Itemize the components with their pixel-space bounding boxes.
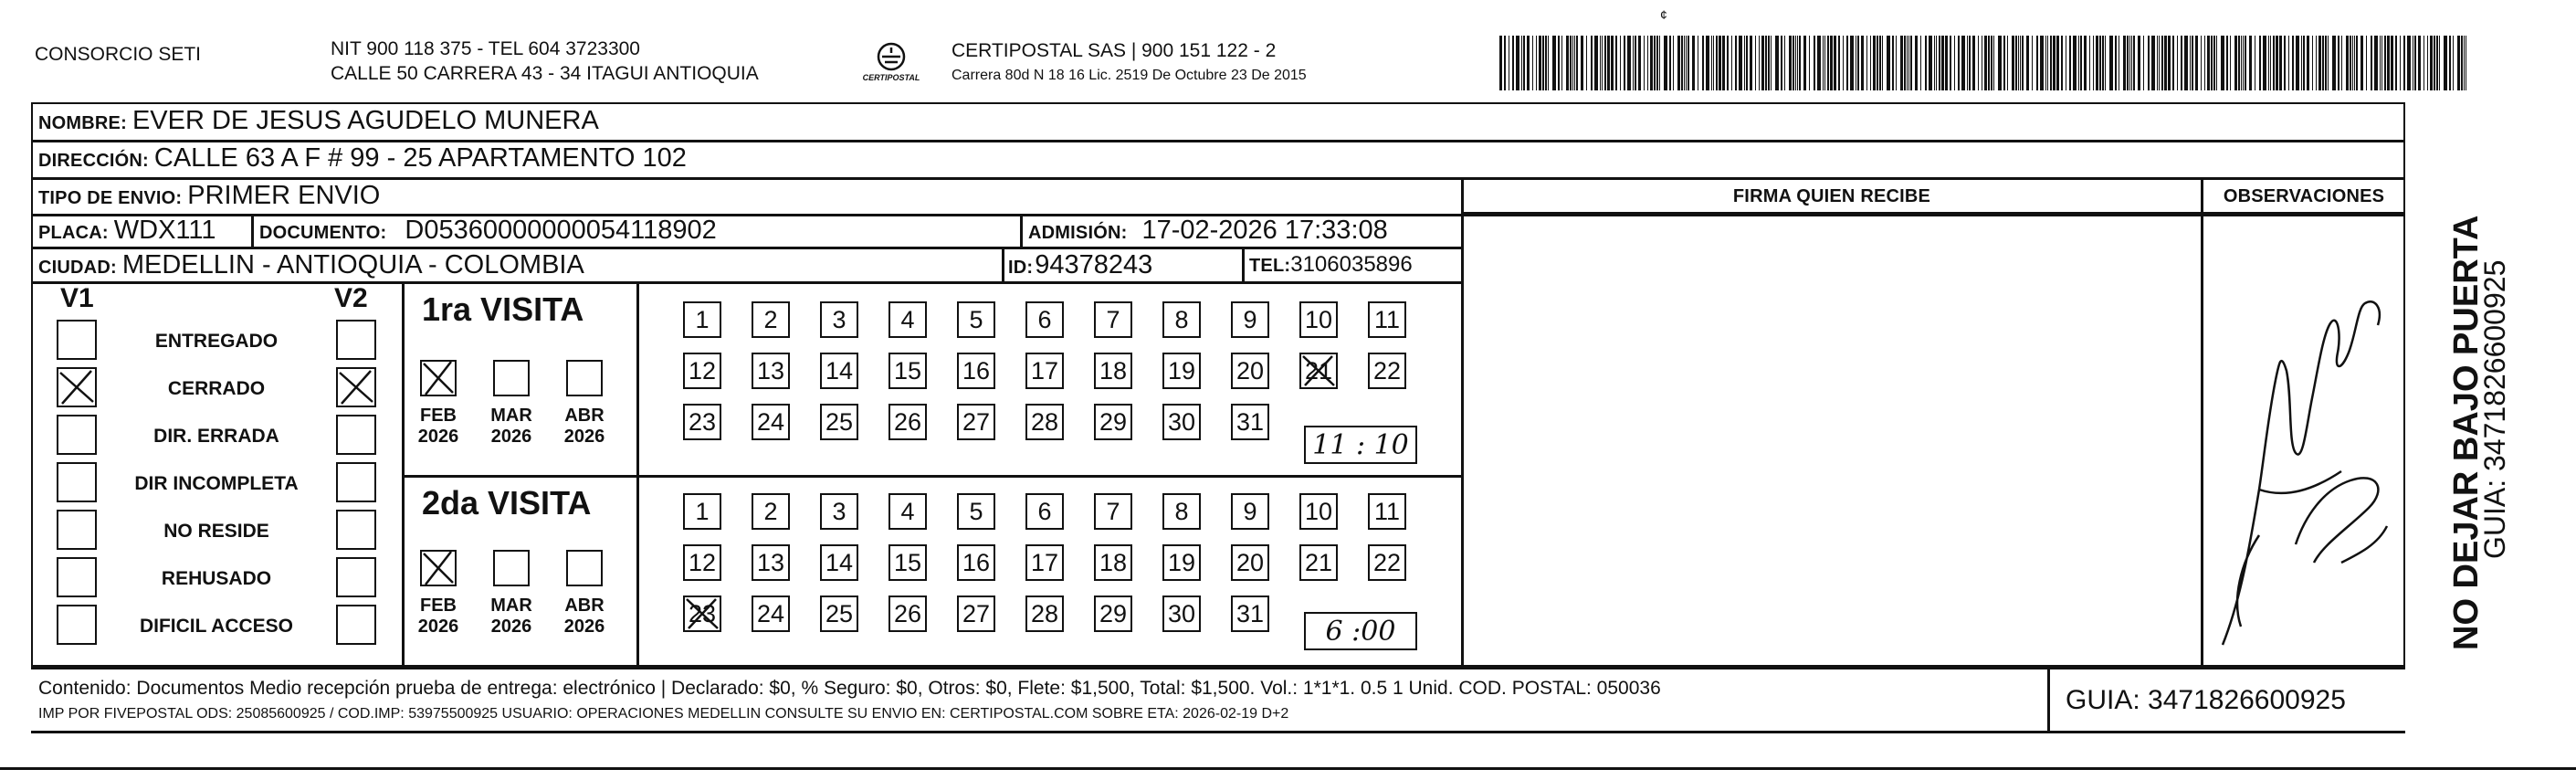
- v1-checkbox[interactable]: [57, 320, 97, 360]
- day-number: 8: [1174, 497, 1189, 525]
- day-number: 25: [825, 407, 854, 436]
- send-type-value: PRIMER ENVIO: [187, 181, 381, 210]
- day-checkbox[interactable]: [752, 544, 790, 581]
- day-checkbox[interactable]: [1299, 353, 1338, 389]
- day-checkbox[interactable]: [957, 596, 995, 632]
- month-label: FEB 2026: [417, 596, 459, 637]
- day-number: 18: [1099, 356, 1128, 385]
- reason-label: CERRADO: [167, 378, 266, 399]
- v2-checkbox[interactable]: [336, 605, 376, 645]
- day-checkbox[interactable]: [1299, 301, 1338, 338]
- day-checkbox[interactable]: [1162, 493, 1201, 530]
- day-checkbox[interactable]: [1025, 404, 1064, 440]
- day-number: 23: [688, 407, 717, 436]
- month-label: MAR 2026: [490, 406, 532, 447]
- day-checkbox[interactable]: [820, 544, 858, 581]
- day-checkbox[interactable]: [888, 596, 927, 632]
- address-value: CALLE 63 A F # 99 - 25 APARTAMENTO 102: [153, 143, 687, 173]
- check-x-icon: [336, 367, 376, 407]
- day-number: 10: [1304, 497, 1333, 525]
- side-line1: NO DEJAR BAJO PUERTA: [2447, 215, 2486, 650]
- month-checkbox[interactable]: [566, 550, 603, 586]
- day-checkbox[interactable]: [1368, 353, 1406, 389]
- admission-field: ADMISIÓN: 17-02-2026 17:33:08: [1028, 216, 1388, 245]
- day-number: 15: [893, 548, 922, 576]
- day-checkbox[interactable]: [752, 404, 790, 440]
- day-number: 2: [763, 305, 778, 333]
- day-checkbox[interactable]: [1162, 596, 1201, 632]
- day-number: 15: [893, 356, 922, 385]
- day-checkbox[interactable]: [1162, 404, 1201, 440]
- day-number: 30: [1167, 407, 1196, 436]
- second-visit-time-box: [1304, 612, 1417, 650]
- v1-checkbox[interactable]: [57, 510, 97, 550]
- day-checkbox[interactable]: [683, 353, 721, 389]
- admission-value: 17-02-2026 17:33:08: [1141, 216, 1388, 245]
- plate-value: WDX111: [113, 216, 216, 245]
- day-number: 7: [1106, 305, 1120, 333]
- reason-label: DIR INCOMPLETA: [134, 473, 299, 494]
- name-value: EVER DE JESUS AGUDELO MUNERA: [131, 106, 599, 135]
- footer-guia: GUIA: 3471826600925: [2066, 685, 2346, 715]
- v2-checkbox[interactable]: [336, 462, 376, 502]
- check-x-icon: [420, 360, 457, 396]
- day-number: 4: [900, 305, 915, 333]
- document-field: DOCUMENTO: D05360000000054118902: [259, 216, 717, 245]
- day-number: 12: [688, 548, 717, 576]
- month-label: MAR 2026: [490, 596, 532, 637]
- id-field: ID: 94378243: [1008, 250, 1153, 279]
- day-checkbox[interactable]: [683, 301, 721, 338]
- day-checkbox[interactable]: [1231, 301, 1269, 338]
- v1-label: V1: [60, 283, 94, 313]
- day-number: 6: [1037, 497, 1052, 525]
- day-checkbox[interactable]: [1368, 301, 1406, 338]
- carrier-line: CERTIPOSTAL SAS | 900 151 122 - 2: [952, 40, 1277, 61]
- v2-checkbox[interactable]: [336, 557, 376, 597]
- day-checkbox[interactable]: [957, 353, 995, 389]
- day-number: 5: [969, 305, 983, 333]
- day-number: 19: [1167, 548, 1196, 576]
- day-checkbox[interactable]: [820, 404, 858, 440]
- day-number: 31: [1235, 407, 1265, 436]
- day-checkbox[interactable]: [1368, 544, 1406, 581]
- address-field: DIRECCIÓN: CALLE 63 A F # 99 - 25 APARTAMENTO 102: [38, 143, 687, 173]
- day-checkbox[interactable]: [1094, 493, 1132, 530]
- check-x-icon: [420, 550, 457, 586]
- certipostal-logo: [857, 38, 926, 91]
- send-type-field: TIPO DE ENVIO: PRIMER ENVIO: [38, 181, 381, 210]
- day-checkbox[interactable]: [888, 301, 927, 338]
- day-number: 2: [763, 497, 778, 525]
- signature-header: FIRMA QUIEN RECIBE: [1732, 186, 1931, 206]
- observations-header: OBSERVACIONES: [2223, 186, 2385, 206]
- day-checkbox[interactable]: [957, 493, 995, 530]
- company-name: CONSORCIO SETI: [35, 44, 202, 65]
- day-number: 17: [1030, 548, 1059, 576]
- imp-line: IMP POR FIVEPOSTAL ODS: 25085600925 / COD.IMP: 53975500925 USUARIO: OPERACIONES MEDELLIN CONSULTE SU ENVIO EN: CERTIPOSTAL.COM SOBRE ETA: 2026-02-19 D+2: [38, 706, 1289, 722]
- license-line: Carrera 80d N 18 16 Lic. 2519 De Octubre 23 De 2015: [952, 68, 1307, 83]
- day-checkbox[interactable]: [820, 301, 858, 338]
- first-visit-label: 1ra VISITA: [422, 290, 584, 328]
- day-checkbox[interactable]: [683, 544, 721, 581]
- day-number: 28: [1030, 599, 1059, 627]
- day-checkbox[interactable]: [1025, 353, 1064, 389]
- day-number: 22: [1372, 548, 1402, 576]
- day-number: 3: [832, 497, 846, 525]
- day-number: 23: [688, 599, 717, 627]
- day-number: 20: [1235, 356, 1265, 385]
- day-number: 24: [756, 599, 785, 627]
- day-number: 30: [1167, 599, 1196, 627]
- month-checkbox[interactable]: [566, 360, 603, 396]
- day-checkbox[interactable]: [888, 404, 927, 440]
- city-field: CIUDAD: MEDELLIN - ANTIOQUIA - COLOMBIA: [38, 250, 584, 279]
- id-value: 94378243: [1035, 250, 1153, 279]
- day-checkbox[interactable]: [820, 353, 858, 389]
- day-checkbox[interactable]: [752, 493, 790, 530]
- day-number: 10: [1304, 305, 1333, 333]
- day-number: 27: [962, 407, 991, 436]
- day-checkbox[interactable]: [957, 544, 995, 581]
- month-checkbox[interactable]: [493, 360, 530, 396]
- day-checkbox[interactable]: [1162, 544, 1201, 581]
- day-checkbox[interactable]: [1094, 404, 1132, 440]
- day-checkbox[interactable]: [1025, 596, 1064, 632]
- day-number: 12: [688, 356, 717, 385]
- day-number: 13: [756, 548, 785, 576]
- day-number: 14: [825, 356, 854, 385]
- reason-label: DIR. ERRADA: [153, 426, 279, 447]
- v1-checkbox[interactable]: [57, 462, 97, 502]
- day-number: 27: [962, 599, 991, 627]
- day-checkbox[interactable]: [1025, 544, 1064, 581]
- v2-checkbox[interactable]: [336, 415, 376, 455]
- day-number: 16: [962, 356, 991, 385]
- day-checkbox[interactable]: [1299, 544, 1338, 581]
- content-line: Contenido: Documentos Medio recepción prueba de entrega: electrónico | Declarado: $0, % Seguro: $0, Otros: $0, Flete: $1,500, Total: $1,500. Vol.: 1*1*1. 0.5 1 Unid. COD. POSTAL: 050036: [38, 678, 1661, 699]
- document-value: D05360000000054118902: [405, 216, 717, 245]
- tick-mark: ¢: [1660, 7, 1667, 22]
- side-warning: [2411, 102, 2511, 667]
- day-checkbox[interactable]: [752, 596, 790, 632]
- check-x-icon: [1299, 353, 1338, 389]
- day-number: 1: [695, 305, 710, 333]
- day-number: 22: [1372, 356, 1402, 385]
- day-number: 16: [962, 548, 991, 576]
- city-value: MEDELLIN - ANTIOQUIA - COLOMBIA: [121, 250, 584, 279]
- day-number: 26: [893, 407, 922, 436]
- day-checkbox[interactable]: [1094, 301, 1132, 338]
- day-checkbox[interactable]: [1231, 404, 1269, 440]
- day-checkbox[interactable]: [888, 493, 927, 530]
- day-checkbox[interactable]: [752, 301, 790, 338]
- day-number: 18: [1099, 548, 1128, 576]
- day-number: 6: [1037, 305, 1052, 333]
- first-visit-time: 11 : 10: [1312, 428, 1409, 461]
- month-label: ABR 2026: [563, 406, 605, 447]
- day-checkbox[interactable]: [1025, 493, 1064, 530]
- day-checkbox[interactable]: [820, 596, 858, 632]
- day-number: 21: [1304, 548, 1333, 576]
- day-number: 5: [969, 497, 983, 525]
- address-line: CALLE 50 CARRERA 43 - 34 ITAGUI ANTIOQUIA: [331, 63, 759, 84]
- day-number: 26: [893, 599, 922, 627]
- second-visit-label: 2da VISITA: [422, 484, 592, 522]
- recipient-signature: [2204, 216, 2403, 665]
- v1-checkbox[interactable]: [57, 415, 97, 455]
- v2-label: V2: [334, 283, 368, 313]
- day-checkbox[interactable]: [683, 596, 721, 632]
- day-checkbox[interactable]: [1231, 544, 1269, 581]
- day-number: 19: [1167, 356, 1196, 385]
- day-number: 4: [900, 497, 915, 525]
- day-checkbox[interactable]: [957, 301, 995, 338]
- barcode: [1499, 36, 2467, 90]
- day-number: 7: [1106, 497, 1120, 525]
- day-checkbox[interactable]: [1231, 493, 1269, 530]
- day-checkbox[interactable]: [1231, 353, 1269, 389]
- day-checkbox[interactable]: [683, 404, 721, 440]
- day-number: 8: [1174, 305, 1189, 333]
- first-visit-time-box: [1304, 426, 1417, 464]
- day-number: 24: [756, 407, 785, 436]
- day-checkbox[interactable]: [957, 404, 995, 440]
- day-checkbox[interactable]: [1094, 353, 1132, 389]
- v1-checkbox[interactable]: [57, 367, 97, 407]
- day-checkbox[interactable]: [1094, 544, 1132, 581]
- day-number: 25: [825, 599, 854, 627]
- check-x-icon: [57, 367, 97, 407]
- day-checkbox[interactable]: [752, 353, 790, 389]
- day-number: 13: [756, 356, 785, 385]
- day-number: 11: [1373, 305, 1401, 333]
- reason-label: REHUSADO: [161, 568, 272, 589]
- plate-field: PLACA: WDX111: [38, 216, 216, 245]
- day-checkbox[interactable]: [820, 493, 858, 530]
- v1-checkbox[interactable]: [57, 605, 97, 645]
- v2-checkbox[interactable]: [336, 320, 376, 360]
- day-number: 21: [1304, 356, 1333, 385]
- day-checkbox[interactable]: [1299, 493, 1338, 530]
- nit-line: NIT 900 118 375 - TEL 604 3723300: [331, 38, 640, 59]
- day-checkbox[interactable]: [1162, 301, 1201, 338]
- day-checkbox[interactable]: [1025, 301, 1064, 338]
- month-checkbox[interactable]: [420, 550, 457, 586]
- month-checkbox[interactable]: [493, 550, 530, 586]
- day-checkbox[interactable]: [1231, 596, 1269, 632]
- logo-text: CERTIPOSTAL: [862, 73, 920, 82]
- month-label: ABR 2026: [563, 596, 605, 637]
- day-number: 1: [695, 497, 710, 525]
- day-number: 11: [1373, 497, 1401, 525]
- reason-label: DIFICIL ACCESO: [139, 616, 293, 637]
- day-number: 17: [1030, 356, 1059, 385]
- day-number: 28: [1030, 407, 1059, 436]
- day-checkbox[interactable]: [888, 353, 927, 389]
- second-visit-time: 6 :00: [1325, 615, 1396, 648]
- day-number: 29: [1099, 599, 1128, 627]
- day-checkbox[interactable]: [888, 544, 927, 581]
- day-number: 9: [1243, 497, 1257, 525]
- tel-field: TEL: 3106035896: [1249, 252, 1413, 277]
- v2-checkbox[interactable]: [336, 367, 376, 407]
- day-checkbox[interactable]: [1162, 353, 1201, 389]
- month-label: FEB 2026: [417, 406, 459, 447]
- reason-label: NO RESIDE: [163, 521, 269, 542]
- v2-checkbox[interactable]: [336, 510, 376, 550]
- day-checkbox[interactable]: [1368, 493, 1406, 530]
- reason-label: ENTREGADO: [154, 331, 279, 352]
- month-checkbox[interactable]: [420, 360, 457, 396]
- day-number: 9: [1243, 305, 1257, 333]
- side-line2: GUIA: 3471826600925: [2478, 259, 2511, 559]
- day-checkbox[interactable]: [683, 493, 721, 530]
- day-checkbox[interactable]: [1094, 596, 1132, 632]
- name-field: NOMBRE: EVER DE JESUS AGUDELO MUNERA: [38, 106, 599, 135]
- check-x-icon: [683, 596, 721, 632]
- day-number: 29: [1099, 407, 1128, 436]
- day-number: 14: [825, 548, 854, 576]
- day-number: 31: [1235, 599, 1265, 627]
- v1-checkbox[interactable]: [57, 557, 97, 597]
- day-number: 3: [832, 305, 846, 333]
- day-number: 20: [1235, 548, 1265, 576]
- tel-value: 3106035896: [1290, 252, 1413, 277]
